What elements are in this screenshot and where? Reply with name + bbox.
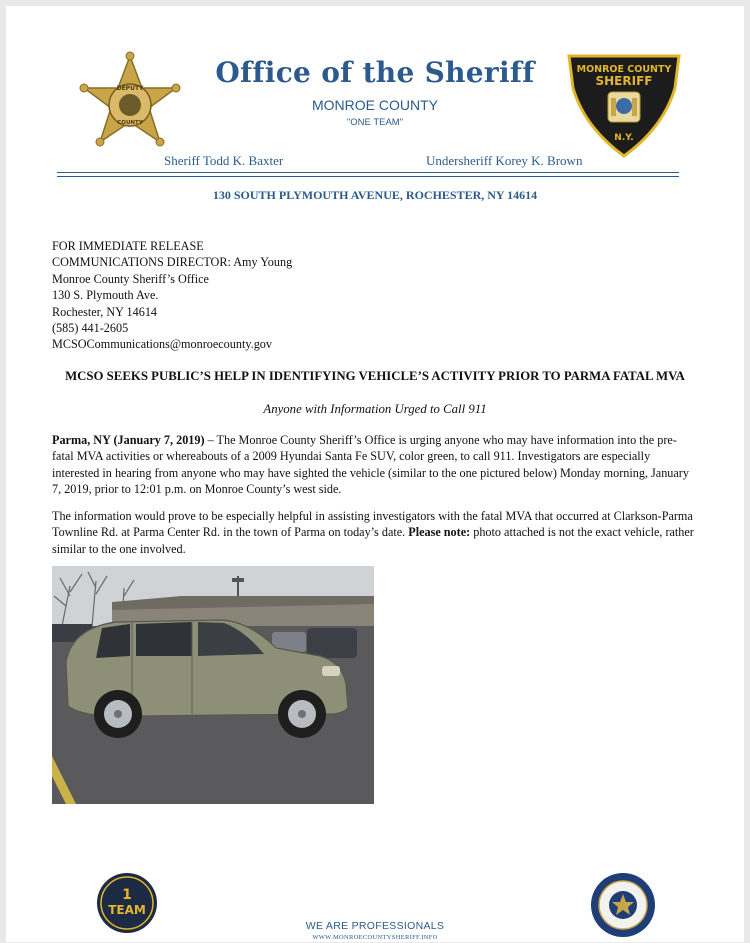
contact-block: [52, 238, 292, 353]
sheriff-name: Sheriff Todd K. Baxter: [164, 153, 284, 168]
press-release-page: [6, 6, 744, 942]
patch-text-mid: SHERIFF: [595, 74, 653, 88]
dateline: Parma, NY (January 7, 2019): [52, 433, 205, 447]
patch-text-bottom: N.Y.: [614, 133, 634, 143]
header-rule-top: [57, 172, 679, 173]
office-address: 130 SOUTH PLYMOUTH AVENUE, ROCHESTER, NY 14614: [212, 188, 538, 202]
accreditation-seal-icon: [588, 872, 658, 938]
release-subhead: Anyone with Information Urged to Call 911: [263, 402, 487, 416]
contact-line: COMMUNICATIONS DIRECTOR: Amy Young: [52, 255, 293, 270]
note-label: Please note:: [408, 525, 471, 540]
badge-team-text: TEAM: [108, 903, 146, 917]
contact-email: MCSOCommunications@monroecounty.gov: [52, 337, 272, 352]
county-name: MONROE COUNTY: [312, 97, 438, 113]
release-headline: MCSO SEEKS PUBLIC’S HELP IN IDENTIFYING VEHICLE’S ACTIVITY PRIOR TO PARMA FATAL MVA: [65, 369, 685, 383]
contact-line: Rochester, NY 14614: [52, 304, 158, 319]
contact-line: FOR IMMEDIATE RELEASE: [52, 239, 204, 253]
contact-line: Monroe County Sheriff’s Office: [52, 271, 209, 286]
header-rule-bottom: [57, 176, 679, 177]
contact-line: 130 S. Plymouth Ave.: [52, 288, 159, 303]
star-text-bottom: COUNTY: [117, 120, 143, 126]
footer-slogan: WE ARE PROFESSIONALS: [305, 920, 445, 932]
footer-website-link[interactable]: WWW.MONROECOUNTYSHERIFF.INFO: [312, 934, 438, 941]
body-paragraph-2: [52, 508, 698, 557]
patch-text-top: MONROE COUNTY: [576, 64, 672, 75]
vehicle-photo: [52, 566, 374, 804]
paragraph-1-text: – The Monroe County Sheriff’s Office is urging anyone who may have information into the pre-fatal MVA activities or whereabouts of a 2009 Hyundai Santa Fe SUV, color green, to call 911. Investigators are especially interested in hearing from anyone who may have sighted the vehicle (similar to the one pictured below) Monday morning, January 7, 2019, prior to 12:01 p.m. on Monroe County’s west side.: [52, 433, 689, 497]
contact-line: (585) 441-2605: [52, 321, 129, 336]
badge-number: 1: [122, 887, 132, 903]
motto: "ONE TEAM": [346, 117, 404, 128]
note-text: photo attached is not the exact vehicle, rather similar to the one involved.: [52, 525, 694, 556]
body-paragraph-1: [52, 432, 698, 498]
sheriff-patch-icon: [563, 50, 685, 162]
star-text-top: DEPUTY: [116, 85, 144, 92]
paragraph-2-text: The information would prove to be especially helpful in assisting investigators with the fatal MVA that occurred at Clarkson-Parma Townline Rd. at Parma Center Rd. in the town of Parma on today’s date.: [52, 509, 693, 540]
undersheriff-name: Undersheriff Korey K. Brown: [426, 153, 583, 168]
office-title: Office of the Sheriff: [215, 56, 535, 89]
